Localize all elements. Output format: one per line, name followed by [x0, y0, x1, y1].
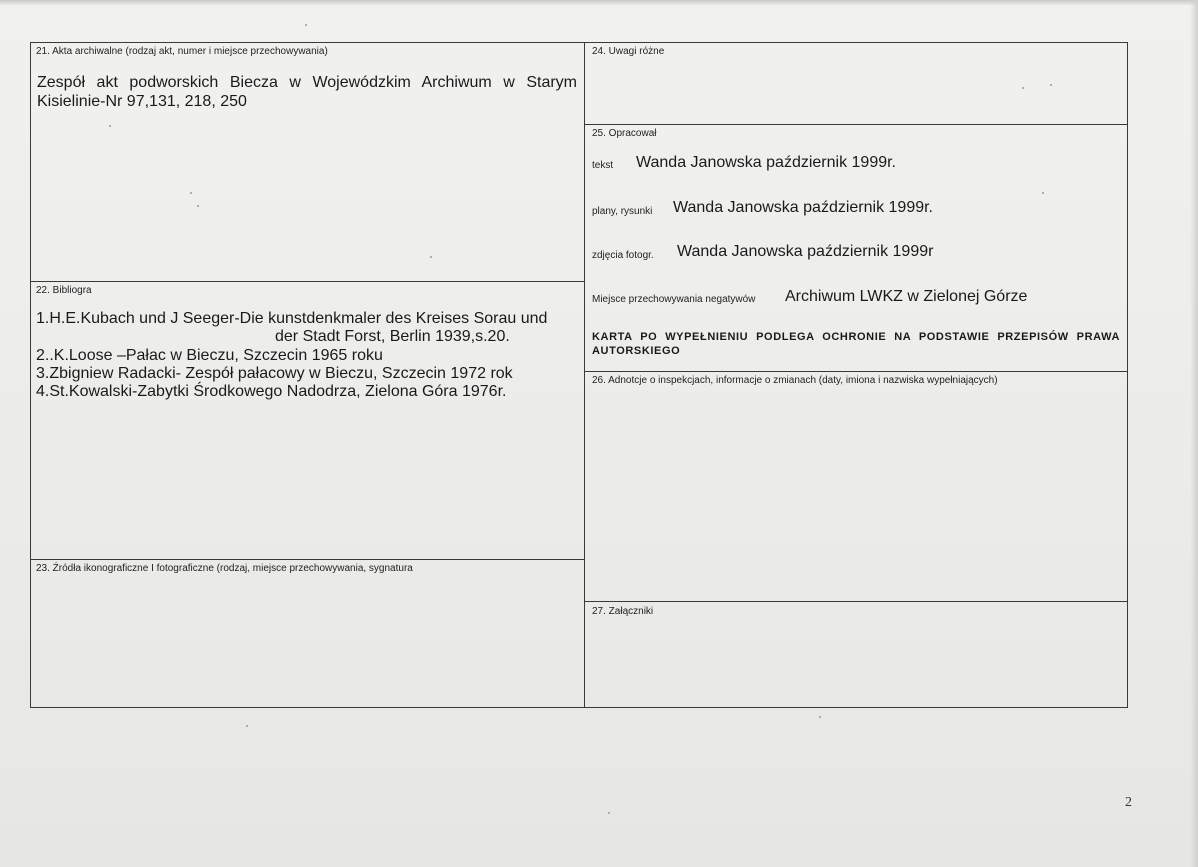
- field-21-value-line2: Kisielinie-Nr 97,131, 218, 250: [37, 93, 247, 110]
- zdjecia-label: zdjęcia fotogr.: [592, 250, 654, 261]
- copyright-notice: KARTA PO WYPEŁNIENIU PODLEGA OCHRONIE NA PODSTAWIE PRZEPISÓW PRAWA AUTORSKIEGO: [592, 331, 1120, 357]
- bibliography-entry-1-continued: der Stadt Forst, Berlin 1939,s.20.: [275, 328, 510, 345]
- field-24-caption: 24. Uwagi różne: [592, 46, 665, 57]
- field-25-caption: 25. Opracował: [592, 128, 657, 139]
- page-number: 2: [1125, 795, 1132, 810]
- bibliography-entry-1: 1.H.E.Kubach und J Seeger-Die kunstdenkmaler des Kreises Sorau und: [36, 310, 548, 327]
- tekst-label: tekst: [592, 160, 614, 171]
- field-27-caption: 27. Załączniki: [592, 606, 654, 617]
- field-21-caption: 21. Akta archiwalne (rodzaj akt, numer i miejsce przechowywania): [36, 46, 328, 57]
- miejsce-negatywow-label: Miejsce przechowywania negatywów: [592, 294, 756, 305]
- zdjecia-value: Wanda Janowska październik 1999r: [677, 243, 934, 260]
- bibliography-entry-4: 4.St.Kowalski-Zabytki Środkowego Nadodrza, Zielona Góra 1976r.: [36, 383, 507, 400]
- field-21-value-line1: Zespół akt podworskich Biecza w Wojewódzkim Archiwum w Starym: [37, 74, 577, 91]
- bibliography-entry-2: 2..K.Loose –Pałac w Bieczu, Szczecin 1965 roku: [36, 347, 383, 364]
- field-26-caption: 26. Adnotcje o inspekcjach, informacje o zmianach (daty, imiona i nazwiska wypełniających): [592, 375, 998, 386]
- tekst-value: Wanda Janowska październik 1999r.: [636, 154, 896, 171]
- field-23-caption: 23. Źródła ikonograficzne I fotograficzne (rodzaj, miejsce przechowywania, sygnatura: [36, 563, 413, 574]
- plany-label: plany, rysunki: [592, 206, 653, 217]
- bibliography-entry-3: 3.Zbigniew Radacki- Zespół pałacowy w Bieczu, Szczecin 1972 rok: [36, 365, 513, 382]
- plany-value: Wanda Janowska październik 1999r.: [673, 199, 933, 216]
- scan-edge-top: [0, 0, 1198, 6]
- miejsce-negatywow-value: Archiwum LWKZ w Zielonej Górze: [785, 288, 1028, 305]
- scan-edge-right: [1190, 0, 1198, 867]
- field-22-caption: 22. Bibliogra: [36, 285, 92, 296]
